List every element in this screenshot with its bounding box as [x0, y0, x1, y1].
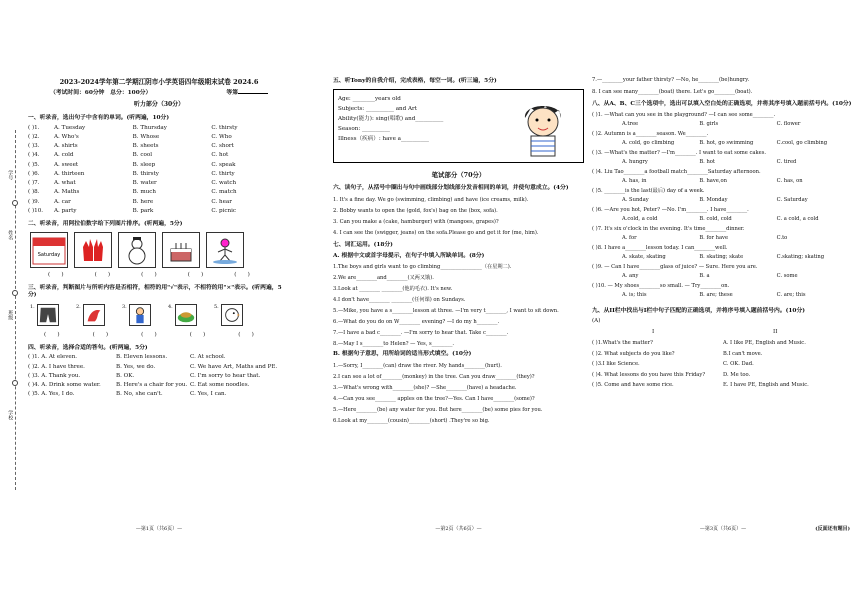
boy-item	[122, 304, 154, 328]
option-c: C. Yes, I can.	[190, 391, 227, 398]
question-number[interactable]: ( )2.	[28, 133, 40, 140]
binding-hole	[12, 380, 18, 386]
answer-blank[interactable]: ( )	[48, 272, 64, 279]
match-right: D. Me too.	[723, 371, 751, 378]
dragon-item	[76, 304, 108, 328]
question-row	[28, 382, 290, 389]
option-a: A. sweet	[54, 161, 79, 168]
page-footer: —第2页（共6页）—	[435, 525, 482, 532]
exam-time: （考试时间：60分钟 总分：100分）	[50, 90, 152, 97]
section-6-title: 六、读句子，从括号中圈出与句中画线部分划线部分发音相同的单词，并使句意成立。(4分)	[333, 185, 569, 192]
option-c: C. I'm sorry to hear that.	[190, 372, 261, 379]
section-4-list	[28, 354, 290, 398]
cut-line	[15, 130, 16, 490]
option-b: B. Thursday	[132, 124, 167, 131]
tony-portrait-image	[515, 96, 571, 158]
age-field[interactable]: Age: ________years old	[338, 96, 401, 103]
match-left[interactable]: ( )2. What subjects do you like?	[592, 350, 675, 357]
section-7b-list	[333, 363, 584, 425]
option-b: B. OK.	[116, 372, 135, 379]
option-c: C. thirsty	[211, 124, 238, 131]
question-stem[interactable]: ( )1. —What can you see in the playground? —I can see some________.	[592, 112, 776, 119]
gloves-image	[74, 232, 112, 268]
answer-blank[interactable]: ( )	[238, 331, 254, 338]
section-2-answers	[28, 272, 290, 279]
grade-label: 等第	[226, 90, 238, 97]
match-right: A. I like PE, English and Music.	[723, 340, 806, 347]
question-row	[28, 199, 290, 206]
option-a: A. Sunday	[622, 196, 649, 203]
match-row	[592, 382, 854, 389]
option-c: C. has, on	[776, 177, 803, 184]
question-number[interactable]: ( )10.	[28, 208, 44, 215]
option-a: A. any	[622, 272, 639, 279]
fill-blank-line[interactable]: 5.—Mike, you have a s________lesson at three. —I'm very t________, I want to sit down.	[333, 308, 559, 315]
options-row	[592, 273, 854, 280]
class-label: 班级	[7, 310, 14, 320]
option-c: C. hot	[211, 152, 229, 159]
options-row	[592, 197, 854, 204]
option-b: B. hot	[699, 158, 715, 165]
option-b: B. here	[132, 198, 154, 205]
match-left[interactable]: ( )5. Come and have some rice.	[592, 382, 674, 389]
option-c: C.skating; skating	[776, 253, 825, 260]
section-9-sub: (A)	[592, 318, 601, 325]
option-c: C. We have Art, Maths and PE.	[190, 363, 278, 370]
match-right: E. I have PE, English and Music.	[723, 382, 809, 389]
page-footer: —第1页（共6页）—	[135, 525, 183, 532]
question-stem[interactable]: ( )10. — My shoes________so small. — Try________on.	[592, 283, 730, 290]
option-b: B. sheets	[132, 143, 159, 150]
question-option-a[interactable]: ( )1. A. At eleven.	[28, 354, 78, 361]
student-id-label: 学号	[7, 170, 14, 180]
options-row	[592, 121, 854, 128]
question-row	[28, 134, 290, 141]
fill-blank-line[interactable]: 8.—May I s________to Helen? — Yes, s________.	[333, 341, 455, 348]
option-c: C. are; this	[776, 291, 806, 298]
option-b: B. hot, go swimming	[699, 139, 754, 146]
option-b: B. are; these	[699, 291, 733, 298]
answer-blank[interactable]: ( )	[92, 331, 109, 338]
item-number: 4.	[168, 303, 173, 310]
option-a: A. cold	[54, 152, 74, 159]
question-row	[28, 143, 290, 150]
option-c: C. Saturday	[776, 196, 808, 203]
option-c: C.cool, go climbing	[776, 139, 828, 146]
match-left[interactable]: ( )4. What lessons do you have this Friday?	[592, 371, 706, 378]
option-b: B. Yes, we do.	[116, 363, 156, 370]
grade-blank[interactable]	[238, 93, 268, 94]
section-7a-list	[333, 264, 584, 348]
section-4-title: 四、听录音，选择合适的答句。(听两遍，5分)	[28, 344, 148, 351]
option-c: C. Eat some noodles.	[190, 382, 250, 389]
shorts-item	[30, 304, 62, 328]
option-b: B. cold, cold	[699, 215, 732, 222]
section-2-pictures	[28, 232, 290, 268]
option-b: B. for have	[699, 234, 729, 241]
section-9-list	[592, 340, 854, 389]
sentence-line[interactable]: 2. Bobby wants to open the (gold, fox's) bag on the (box, sofa).	[333, 207, 498, 214]
options-row	[592, 178, 854, 185]
question-number[interactable]: ( )5.	[28, 161, 40, 168]
item-number: 1.	[30, 303, 35, 310]
ability-field[interactable]: Ability(能力): sing(唱歌) and__________	[338, 116, 444, 123]
option-c: C. At school.	[190, 354, 226, 361]
section-7a-title: A. 根据中文或首字母提示，在句子中填入所缺单词。(8分)	[333, 252, 485, 259]
option-b: B. park	[132, 208, 154, 215]
question-number[interactable]: ( )1.	[28, 124, 40, 131]
option-b: B. have,on	[699, 177, 727, 184]
section-9-title: 九、从II栏中找出与I栏中句子匹配的正确选项，并将序号填入题前括号内。(10分)	[592, 308, 805, 315]
answer-blank[interactable]: ( )	[141, 331, 157, 338]
option-c: C.to	[776, 234, 788, 241]
answer-blank[interactable]: ( )	[234, 272, 250, 279]
option-a: A. what	[54, 180, 76, 187]
binding-hole	[12, 200, 18, 206]
fill-blank-line[interactable]: 3.Look at ________ ________(他的毛衣). It's new.	[333, 286, 453, 293]
exam-page-3	[592, 72, 854, 532]
option-b: B. sleep	[132, 161, 156, 168]
option-a: A. Who's	[54, 133, 79, 140]
options-row	[592, 216, 854, 223]
column-1-header: I	[652, 329, 655, 336]
question-stem[interactable]: ( )5. ________is the last(最后) day of a week.	[592, 188, 705, 195]
question-stem[interactable]: ( )9. — Can I have________glass of juice? — Sure. Here you are.	[592, 264, 758, 271]
section-3-title: 三、听录音，判断图片与所听内容是否相符，相符的用"√"表示，不相符的用"×"表示。(听两遍，5分)	[28, 285, 282, 299]
question-row	[28, 180, 290, 187]
calendar-image	[30, 232, 68, 268]
question-row	[28, 373, 290, 380]
match-row	[592, 351, 854, 358]
question-stem[interactable]: ( )2. Autumn is a________season. We________.	[592, 131, 709, 138]
option-a: A. cold, go climbing	[622, 139, 675, 146]
question-row	[28, 152, 290, 159]
options-row	[592, 159, 854, 166]
section-9-header	[592, 329, 854, 336]
options-row	[592, 140, 854, 147]
fill-blank-line[interactable]: 4.I don't have________ ________(任何课) on Sundays.	[333, 297, 466, 304]
fill-blank-line[interactable]: 7.—I have a bad c________. —I'm sorry to hear that. Take c________.	[333, 330, 509, 337]
options-row	[592, 292, 854, 299]
option-b: B. Whose	[132, 133, 160, 140]
exam-page-1	[28, 72, 290, 532]
option-a: A. Tuesday	[54, 124, 86, 131]
option-c: C. watch	[211, 180, 237, 187]
fill-blank-line[interactable]: 7.—________your father thirsty? —No, he________(be)hungry.	[592, 77, 750, 83]
name-label: 姓名	[7, 230, 14, 240]
question-number[interactable]: ( )3.	[28, 143, 40, 150]
fill-blank-line[interactable]: 2.I can see a lot of________(monkey) in the tree. Can you draw________(they)?	[333, 373, 535, 380]
option-c: C. some	[776, 272, 798, 279]
option-a: A. shirts	[54, 143, 78, 150]
bird-image	[221, 304, 243, 326]
match-left[interactable]: ( )3.I like Science.	[592, 361, 640, 368]
option-b: B. No, she can't.	[116, 391, 163, 398]
section-1-list	[28, 125, 290, 216]
boy-skating-image	[206, 232, 244, 268]
match-right: C. OK. Dad.	[723, 361, 754, 368]
option-b: B. thirsty	[132, 170, 159, 177]
question-number[interactable]: ( )9.	[28, 198, 40, 205]
section-8-title: 八、从A、B、C三个选项中，选出可以填入空白处的正确选项，并将其序号填入题前括号内。(10分)	[592, 101, 852, 107]
question-stem[interactable]: ( )7. It's six o'clock in the evening. It's time________dinner.	[592, 226, 745, 233]
option-b: B. cool	[132, 152, 152, 159]
question-row	[28, 354, 290, 361]
question-row	[28, 162, 290, 169]
fill-blank-line[interactable]: 8. I can see many________(boat) there. Let's go________(boat).	[592, 88, 753, 95]
shorts-image	[37, 304, 59, 326]
question-stem[interactable]: ( )4. Liu Tao________a football match________Saturday afternoon.	[592, 169, 761, 176]
option-b: B. Monday	[699, 196, 728, 203]
snowman-image	[118, 232, 156, 268]
question-number[interactable]: ( )7.	[28, 180, 40, 187]
exam-meta	[28, 90, 290, 97]
bird-item	[214, 304, 246, 328]
option-a: A. party	[54, 208, 77, 215]
option-a: A. Maths	[54, 189, 80, 196]
option-a: A. skate, skating	[622, 253, 666, 260]
option-a: A. is; this	[622, 291, 647, 298]
option-b: B. Eleven lessons.	[116, 354, 168, 361]
fill-blank-line[interactable]: 6.Look at my________(cousin)________(short) .They're so big.	[333, 417, 490, 424]
sentence-line[interactable]: 4. I can see the (swigger, jeans) on the sofa.Please go and get it for (me, him).	[333, 229, 539, 236]
question-number[interactable]: ( )6.	[28, 170, 40, 177]
match-row	[592, 340, 854, 347]
option-b: B. skating; skate	[699, 253, 744, 260]
match-row	[592, 372, 854, 379]
item-number: 5.	[214, 303, 219, 310]
fill-blank-line[interactable]: 1.The boys and girls want to go climbing________________（在星期二).	[333, 264, 512, 271]
option-a: A. thirteen	[54, 170, 85, 177]
item-number: 2.	[76, 303, 81, 310]
question-number[interactable]: ( )8.	[28, 189, 40, 196]
section-7b-title: B. 根据句子意思，用所给词的适当形式填空。(10分)	[333, 350, 472, 357]
section-5-title: 五、听Tony的自我介绍，完成表格，每空一词。(听三遍，5分)	[333, 78, 497, 84]
calendar-label: Saturday	[37, 252, 61, 259]
page-footer: —第3页（共6页）—	[699, 525, 747, 532]
option-b: B. Here's a chair for you.	[116, 382, 188, 389]
listening-header: 听力部分（30分）	[133, 101, 185, 109]
option-c: C. hear	[211, 198, 232, 205]
subjects-field[interactable]: Subjects: __________ and Art	[338, 106, 417, 113]
option-a: A.tree	[622, 120, 639, 127]
question-row	[28, 364, 290, 371]
option-c: C. speak	[211, 161, 236, 168]
question-option-a[interactable]: ( )4. A. Drink some water.	[28, 382, 101, 389]
boy-image	[129, 304, 151, 326]
section-7-title: 七、词汇运用。(18分)	[333, 242, 393, 249]
option-c: C. tired	[776, 158, 797, 165]
option-b: B. girls	[699, 120, 719, 127]
binding-margin	[3, 130, 25, 490]
options-row	[592, 254, 854, 261]
option-b: B. water	[132, 180, 157, 187]
question-option-a[interactable]: ( )3. A. Thank you.	[28, 372, 81, 379]
fill-blank-line[interactable]: 2.We are________and________(又两又饿).	[333, 275, 434, 282]
option-a: A. car	[54, 198, 71, 205]
dragon-image	[83, 304, 105, 326]
question-stem[interactable]: ( )6. —Are you hot, Peter? —No. I'm________. I have________.	[592, 207, 749, 214]
continue-note: (反面还有题目)	[815, 525, 850, 532]
option-c: C. picnic	[211, 208, 237, 215]
question-stem[interactable]: ( )3. —What's the matter? —I'm________. I want to eat some cakes.	[592, 150, 767, 157]
option-c: C. Who	[211, 133, 232, 140]
option-c: C. short	[211, 143, 234, 150]
question-row	[28, 189, 290, 196]
option-c: C. thirty	[211, 170, 235, 177]
match-left[interactable]: ( )1.What's the matter?	[592, 340, 653, 347]
option-c: C. a cold, a cold	[776, 215, 819, 222]
section-1-title: 一、听录音，选出句子中含有的单词。(听两遍，10分)	[28, 114, 170, 121]
answer-blank[interactable]: ( )	[94, 272, 111, 279]
answer-blank[interactable]: ( )	[141, 272, 157, 279]
question-row	[28, 171, 290, 178]
fill-blank-line[interactable]: 1.—Sorry, I________(can) draw the river. My hands________(hurt).	[333, 362, 502, 369]
fill-blank-line[interactable]: 4.—Can you see________ apples on the tree?—Yes. Can I have________(some)?	[333, 395, 535, 402]
section-7b-continued	[592, 77, 854, 95]
exam-title: 2023-2024学年第二学期江阴市小学英语四年级期末试卷 2024.6	[59, 78, 259, 86]
option-c: C. match	[211, 189, 237, 196]
binding-hole	[12, 290, 18, 296]
sentence-line[interactable]: 3. Can you make a (cake, hamburger) with (mangoes, grapes)?	[333, 218, 499, 225]
question-row	[28, 391, 290, 398]
section-3-pictures	[28, 304, 290, 328]
exam-page-2	[333, 72, 584, 532]
birthday-cake-image	[162, 232, 200, 268]
fill-blank-line[interactable]: 3.—What's wrong with________(she)? —She________(have) a headache.	[333, 384, 517, 391]
question-number[interactable]: ( )4.	[28, 152, 40, 159]
question-row	[28, 208, 290, 215]
fill-blank-line[interactable]: 6.—What do you do on W________ evening? —I do my h________.	[333, 319, 500, 326]
answer-blank[interactable]: ( )	[187, 272, 204, 279]
option-b: B. much	[132, 189, 156, 196]
item-number: 3.	[122, 303, 127, 310]
section-8-list	[592, 112, 854, 298]
column-2-header: II	[773, 329, 778, 336]
option-a: A.cold, a cold	[622, 215, 658, 222]
sentence-line[interactable]: 1. It's a fine day. We go (swimming, climbing) and have (ice creams, milk).	[333, 196, 529, 203]
illness-field[interactable]: Illness（疾病）: have a__________	[338, 136, 429, 143]
option-b: B. a	[699, 272, 710, 279]
written-header: 笔试部分（70分）	[431, 171, 486, 180]
answer-blank[interactable]: ( )	[44, 331, 60, 338]
food-plate-image	[175, 304, 197, 326]
fill-blank-line[interactable]: 5.—Here________(be) any water for you. But here________(be) some pies for you.	[333, 406, 543, 413]
tony-info-table	[333, 89, 584, 163]
question-stem[interactable]: ( )8. I have a________lesson today. I can________well.	[592, 245, 728, 252]
answer-blank[interactable]: ( )	[189, 331, 206, 338]
options-row	[592, 235, 854, 242]
match-right: B.I can't move.	[723, 350, 763, 357]
match-row	[592, 361, 854, 368]
question-option-a[interactable]: ( )2. A. I have three.	[28, 363, 85, 370]
option-a: A. has, in	[622, 177, 647, 184]
section-3-answers	[28, 332, 290, 339]
grade-field	[226, 90, 268, 97]
section-2-title: 二、听录音，用阿拉伯数字给下列图片排序。(听两遍，5分)	[28, 221, 183, 228]
question-row	[28, 125, 290, 132]
option-c: C. flower	[776, 120, 801, 127]
season-field[interactable]: Season: __________	[338, 126, 390, 133]
section-6-list	[333, 197, 584, 237]
option-a: A. hungry	[622, 158, 648, 165]
school-label: 学校	[7, 410, 14, 420]
option-a: A. for	[622, 234, 637, 241]
food-item	[168, 304, 200, 328]
question-option-a[interactable]: ( )5. A. Yes, I do.	[28, 391, 75, 398]
